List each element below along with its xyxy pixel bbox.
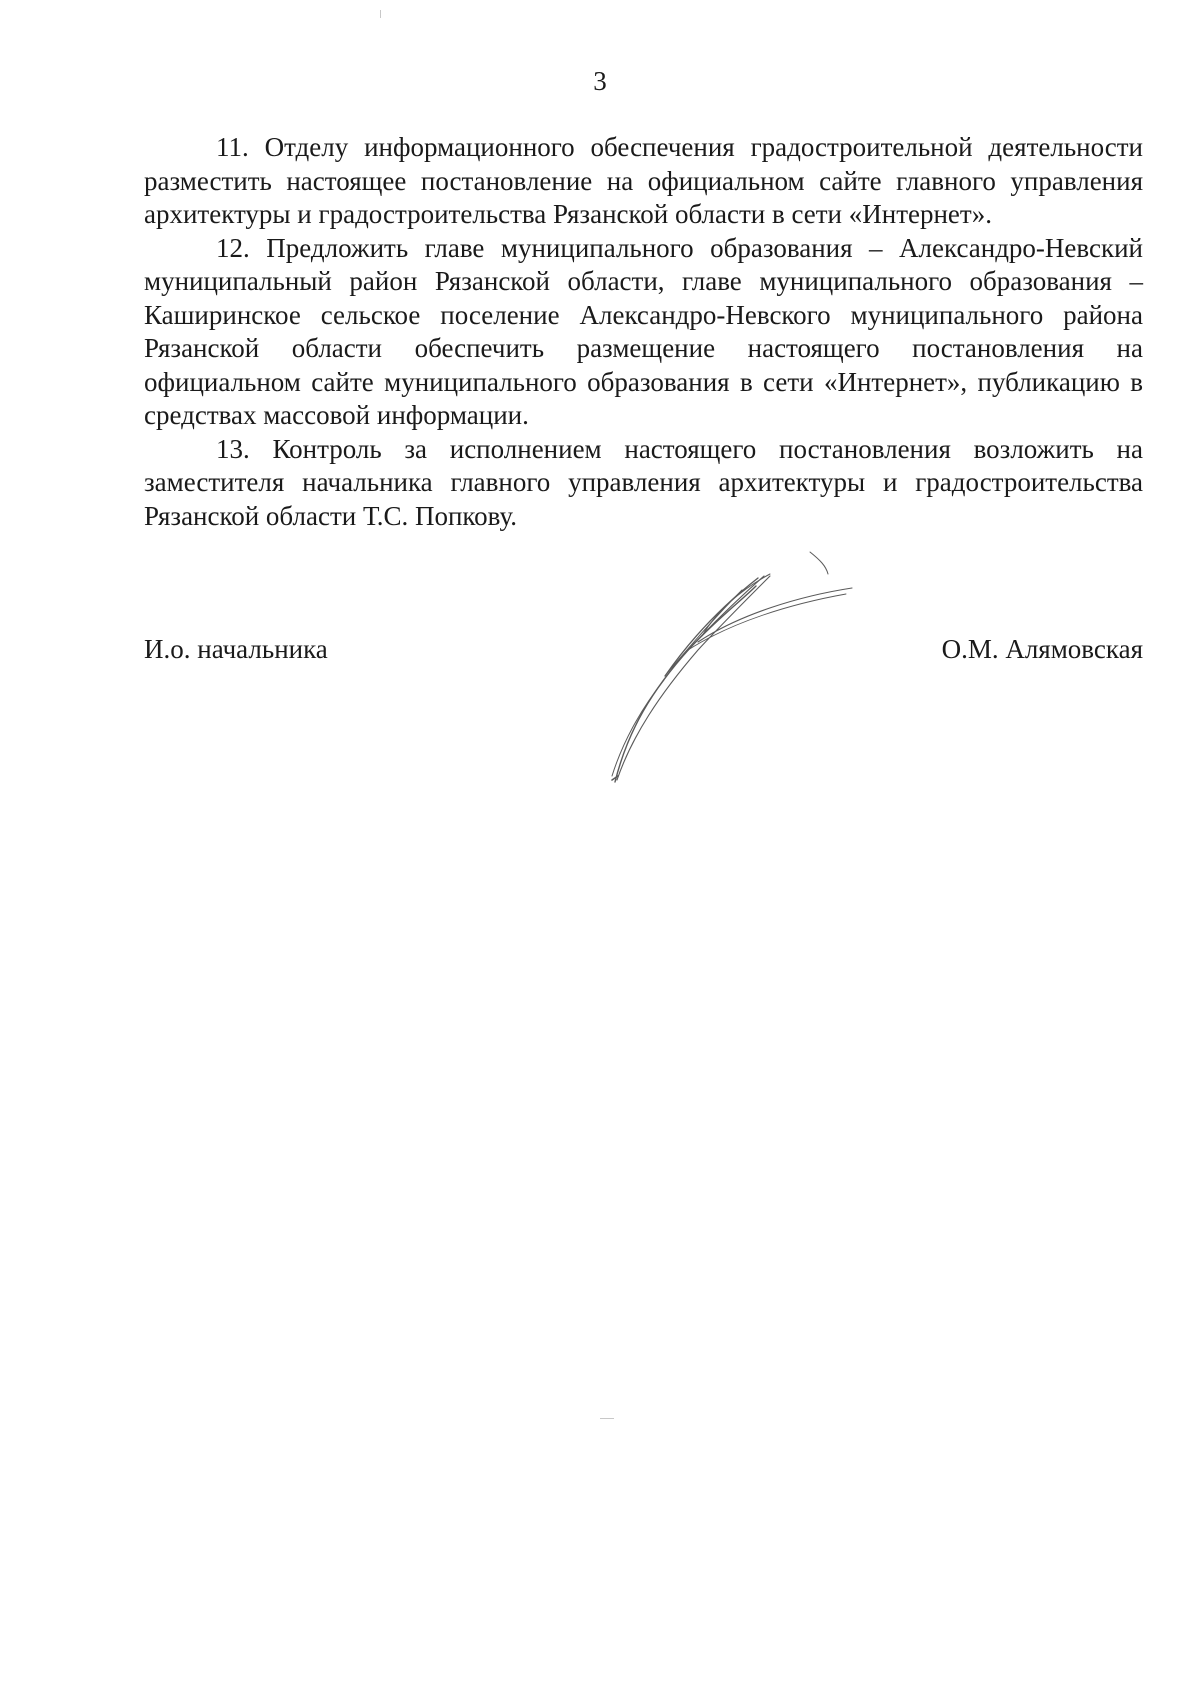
page-number: 3 xyxy=(593,66,607,96)
paragraph-13: 13. Контроль за исполнением настоящего постановления возложить на заместителя начальника главного управления архитектуры и градостроительства Рязанской области Т.С. Попкову. xyxy=(144,433,1143,531)
signatory-name: О.М. Алямовская xyxy=(941,634,1143,664)
paragraph-12: 12. Предложить главе муниципального образования – Александро-Невский муниципальный район Рязанской области, главе муниципального образования – Каширинское сельское поселение Александро-Невского муниципального района Рязанской области обеспечить размещение настоящего постановления на официальном сайте муниципального образования в сети «Интернет», публикацию в средствах массовой информации. xyxy=(144,232,1143,430)
signatory-role: И.о. начальника xyxy=(144,634,328,664)
paragraph-11: 11. Отделу информационного обеспечения градостроительной деятельности разместить настоящее постановление на официальном сайте главного управления архитектуры и градостроительства Рязанской области в сети «Интернет». xyxy=(144,132,1143,229)
signature-block xyxy=(144,632,1143,666)
document-body xyxy=(144,131,1143,533)
scan-speck xyxy=(380,10,381,18)
scan-speck xyxy=(600,1418,614,1419)
